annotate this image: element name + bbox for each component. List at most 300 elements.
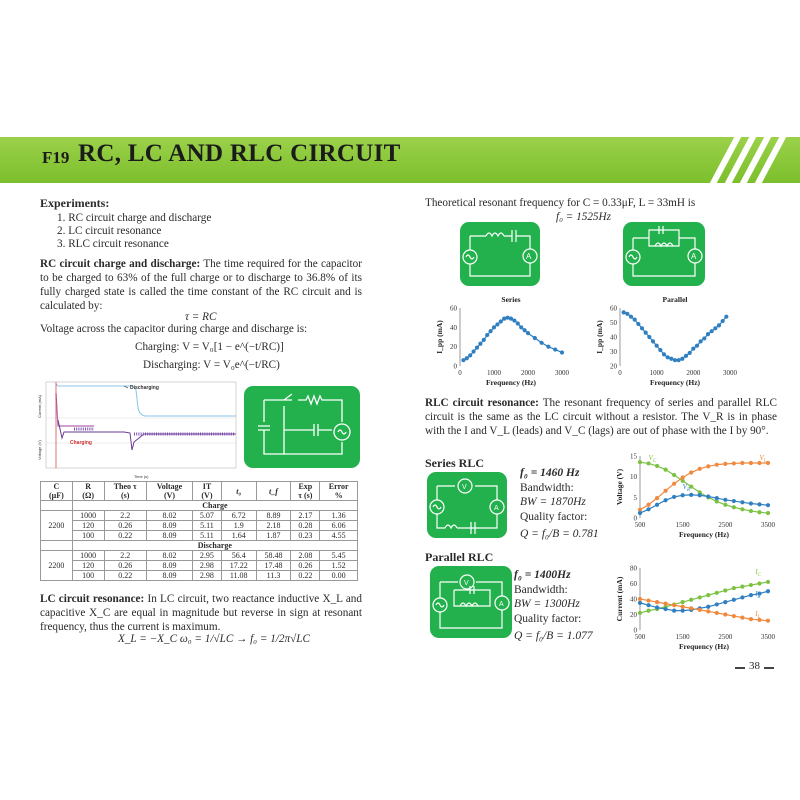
table-row	[41, 521, 358, 531]
data-point	[655, 464, 659, 468]
x-tick-label: 1000	[487, 369, 501, 377]
table-row	[41, 511, 358, 521]
data-point	[519, 325, 523, 329]
table-group-row	[41, 541, 358, 551]
table-cell: 6.72	[221, 511, 256, 521]
y-tick-label: 0	[633, 626, 637, 635]
data-point	[715, 602, 719, 606]
x-tick-label: 500	[634, 633, 646, 641]
table-cell: 2.98	[193, 571, 222, 581]
y-tick-label: 20	[450, 343, 457, 352]
data-point	[655, 600, 659, 604]
rc-paragraph	[40, 257, 362, 313]
data-point	[757, 581, 761, 585]
col-header	[221, 482, 256, 501]
table-cell: 2.18	[256, 521, 291, 531]
y-axis-label: I_pp (mA)	[595, 320, 604, 354]
svg-text:A: A	[526, 252, 532, 261]
y-tick-label: 10	[630, 473, 637, 482]
series-resonance-chart	[420, 290, 580, 392]
data-point	[749, 617, 753, 621]
x-axis-label: Frequency (Hz)	[678, 642, 730, 651]
table-row	[41, 561, 358, 571]
table-cell: 2.08	[291, 551, 320, 561]
table-cell	[41, 541, 73, 551]
data-point	[475, 346, 479, 350]
data-point	[681, 609, 685, 613]
series-rlc-values	[520, 466, 599, 542]
parallel-lc-circuit	[623, 222, 705, 286]
y-tick-label: 20	[610, 362, 617, 371]
x-tick-label: 2500	[718, 521, 733, 529]
data-point	[695, 344, 699, 348]
data-point	[706, 609, 710, 613]
data-point	[724, 315, 728, 319]
data-point	[666, 355, 670, 359]
col-header-text: t_f	[269, 486, 278, 496]
data-point	[706, 593, 710, 597]
parallel-rlc-q-label: Quality factor:	[514, 612, 582, 625]
x-axis-label: Frequency (Hz)	[485, 378, 537, 387]
data-point	[677, 358, 681, 362]
parallel-rlc-heading: Parallel RLC	[425, 550, 494, 564]
x-tick-label: 0	[458, 369, 462, 377]
scope-ylabel-current: Current (mA)	[37, 394, 42, 418]
data-point	[732, 505, 736, 509]
page-title: RC, LC AND RLC CIRCUIT	[78, 140, 401, 167]
table-cell	[41, 501, 73, 511]
data-point	[636, 322, 640, 326]
y-tick-label: 60	[630, 580, 637, 588]
data-point	[702, 336, 706, 340]
data-point	[472, 349, 476, 353]
table-cell: 0.26	[291, 561, 320, 571]
data-point	[749, 583, 753, 587]
data-point	[646, 598, 650, 602]
data-point	[723, 600, 727, 604]
table-cell: 11.08	[221, 571, 256, 581]
data-point	[662, 352, 666, 356]
data-point	[664, 489, 668, 493]
data-point	[766, 580, 770, 584]
data-point	[516, 321, 520, 325]
table-cell: 1.87	[256, 531, 291, 541]
col-header	[41, 482, 73, 501]
scope-chart	[34, 378, 240, 482]
svg-text:A: A	[691, 252, 697, 261]
theo-text: Theoretical resonant frequency for C = 0.33μF, L = 33mH is	[425, 197, 696, 209]
x-tick-label: 1500	[675, 521, 690, 529]
table-cell: 5.11	[193, 521, 222, 531]
data-point	[749, 501, 753, 505]
data-point	[672, 495, 676, 499]
voltage-text: Voltage across the capacitor during charge and discharge is:	[40, 323, 308, 335]
x-tick-label: 2000	[686, 369, 701, 377]
data-point	[658, 348, 662, 352]
col-header-text: Theo τ	[113, 482, 137, 491]
col-header-unit: (μF)	[49, 491, 64, 500]
parallel-rlc-bw: BW = 1300Hz	[514, 598, 580, 610]
y-tick-label: 15	[630, 452, 637, 461]
data-point	[533, 336, 537, 340]
data-point	[492, 325, 496, 329]
table-cell: 2.17	[291, 511, 320, 521]
table-cell: 8.09	[146, 531, 192, 541]
data-point	[723, 588, 727, 592]
parallel-lc-schematic	[623, 222, 705, 286]
series-rlc-heading: Series RLC	[425, 456, 484, 470]
parallel-resonance-chart	[584, 290, 744, 392]
table-row	[41, 531, 358, 541]
data-point	[766, 589, 770, 593]
x-tick-label: 3000	[555, 369, 569, 377]
series-line	[640, 591, 768, 610]
data-point	[689, 606, 693, 610]
table-cell: 1.36	[320, 511, 358, 521]
data-point	[740, 507, 744, 511]
data-point	[540, 341, 544, 345]
data-point	[669, 357, 673, 361]
table-cell: 1000	[72, 511, 104, 521]
data-point	[489, 329, 493, 333]
experiment-item: 1. RC circuit charge and discharge	[57, 212, 212, 224]
x-tick-label: 3000	[723, 369, 737, 377]
data-point	[698, 493, 702, 497]
data-point	[655, 605, 659, 609]
data-point	[766, 511, 770, 515]
data-point	[638, 460, 642, 464]
col-header	[146, 482, 192, 501]
data-point	[715, 591, 719, 595]
table-cell: 5.11	[193, 531, 222, 541]
data-point	[723, 462, 727, 466]
data-point	[732, 586, 736, 590]
col-header	[291, 482, 320, 501]
data-point	[681, 600, 685, 604]
data-point	[655, 496, 659, 500]
data-point	[684, 354, 688, 358]
series-rlc-schematic	[427, 472, 507, 538]
data-point	[689, 598, 693, 602]
lc-paragraph	[40, 592, 362, 634]
table-cell: 11.3	[256, 571, 291, 581]
data-point	[757, 502, 761, 506]
rlc-heading: RLC circuit resonance:	[425, 397, 539, 409]
y-tick-label: 40	[630, 595, 637, 604]
scope-xlabel: Time (s)	[134, 474, 149, 479]
rlc-text: The resonant frequency of series and parallel RLC circuit is the same as the LC circuit without a resistor. The V_R is in phase with the I and V_L (leads) and V_C (lags) are out of phase with the I by 90°.	[425, 397, 777, 437]
data-point	[680, 357, 684, 361]
table-cell: 0.22	[104, 531, 146, 541]
parallel-rlc-f0: f₀ = 1400Hz	[514, 569, 571, 581]
table-cell: 8.09	[146, 561, 192, 571]
data-point	[723, 503, 727, 507]
rc-heading: RC circuit charge and discharge:	[40, 258, 201, 270]
lc-heading: LC circuit resonance:	[40, 593, 145, 605]
series-lc-circuit	[460, 222, 540, 286]
data-point	[664, 602, 668, 606]
col-header-text: Error	[328, 482, 349, 491]
data-point	[482, 338, 486, 342]
series-rlc-bw-label: Bandwidth:	[520, 481, 574, 494]
data-point	[553, 347, 557, 351]
series-rlc-q: Q = f₀/B = 0.781	[520, 528, 599, 540]
series-line	[624, 312, 727, 360]
parallel-rlc-circuit	[430, 566, 512, 638]
table-row	[41, 571, 358, 581]
series-label: $I_R$	[755, 589, 761, 600]
data-point	[638, 611, 642, 615]
data-point	[495, 322, 499, 326]
table-cell: 4.55	[320, 531, 358, 541]
col-header-unit: %	[334, 491, 343, 500]
y-tick-label: 5	[633, 493, 637, 502]
page-rule-left	[735, 667, 745, 669]
data-point	[629, 315, 633, 319]
table-cell: 0.26	[104, 521, 146, 531]
table-cell: 2.2	[104, 511, 146, 521]
series-lc-schematic	[460, 222, 540, 286]
table-cell: 8.09	[146, 571, 192, 581]
x-tick-label: 3500	[761, 633, 775, 641]
charge-label: Charge	[72, 501, 357, 511]
col-header-text: C	[53, 482, 60, 491]
data-point	[689, 493, 693, 497]
table-cell: 8.89	[256, 511, 291, 521]
table-cell: 0.22	[291, 571, 320, 581]
data-point	[740, 500, 744, 504]
data-point	[698, 595, 702, 599]
theo-value: f₀ = 1525Hz	[556, 211, 611, 223]
data-point	[749, 593, 753, 597]
data-point	[664, 468, 668, 472]
table-cell: 2200	[41, 551, 73, 581]
data-point	[710, 329, 714, 333]
section-code: F19	[42, 148, 70, 167]
y-tick-label: 20	[630, 611, 637, 619]
series-label: $I_L$	[755, 610, 761, 621]
y-axis-label: Voltage (V)	[615, 468, 624, 506]
table-cell: 0.23	[291, 531, 320, 541]
table-cell: 2.95	[193, 551, 222, 561]
data-point	[647, 335, 651, 339]
table-cell: 100	[72, 531, 104, 541]
table-row	[41, 551, 358, 561]
data-point	[681, 493, 685, 497]
data-point	[672, 482, 676, 486]
parallel-rlc-current-chart	[604, 560, 776, 660]
parallel-rlc-q: Q = f₀/B = 1.077	[514, 630, 593, 642]
table-cell: 5.07	[193, 511, 222, 521]
discharge-label: Discharge	[72, 541, 357, 551]
x-tick-label: 3500	[761, 521, 775, 529]
series-rlc-q-label: Quality factor:	[520, 510, 588, 523]
data-point	[713, 326, 717, 330]
col-header	[72, 482, 104, 501]
col-header-unit: (V)	[163, 491, 176, 500]
x-tick-label: 2500	[718, 633, 733, 641]
x-axis-label: Frequency (Hz)	[649, 378, 701, 387]
table-cell: 0.26	[104, 561, 146, 571]
lc-text: In LC circuit, two reactance inductive X_L and capacitive X_C are equal in magnitude but reverse in sign at resonant frequency, thus the current is maximum.	[40, 593, 362, 633]
scope-ylabel-voltage: Voltage (V)	[37, 440, 42, 460]
data-point	[638, 597, 642, 601]
table-cell: 1000	[72, 551, 104, 561]
data-point	[622, 310, 626, 314]
table-cell: 5.45	[320, 551, 358, 561]
data-point	[646, 603, 650, 607]
data-point	[740, 616, 744, 620]
data-point	[546, 345, 550, 349]
table-cell: 6.06	[320, 521, 358, 531]
svg-text:A: A	[494, 505, 499, 512]
data-point	[732, 614, 736, 618]
table-cell: 2200	[41, 511, 73, 541]
y-tick-label: 80	[630, 564, 637, 573]
x-tick-label: 2000	[521, 369, 535, 377]
series-label: $I_C$	[755, 568, 761, 579]
data-point	[640, 326, 644, 330]
table-cell: 120	[72, 561, 104, 571]
data-point	[646, 503, 650, 507]
scope-discharging-label: Discharging	[130, 385, 159, 391]
table-cell: 56.4	[221, 551, 256, 561]
data-point	[706, 605, 710, 609]
series-label: $V_R$	[682, 483, 691, 494]
table-cell: 1.64	[221, 531, 256, 541]
col-header	[320, 482, 358, 501]
data-point	[478, 342, 482, 346]
data-point	[749, 461, 753, 465]
data-point	[691, 347, 695, 351]
rc-circuit-diagram	[244, 386, 360, 468]
col-header	[256, 482, 291, 501]
data-point	[698, 608, 702, 612]
table-cell: 0.00	[320, 571, 358, 581]
data-point	[633, 318, 637, 322]
data-point	[526, 331, 530, 335]
data-point	[499, 319, 503, 323]
x-tick-label: 0	[618, 369, 622, 377]
x-tick-label: 1000	[649, 369, 664, 377]
series-rlc-circuit	[427, 472, 507, 538]
y-tick-label: 40	[450, 323, 457, 332]
data-point	[560, 350, 564, 354]
data-point	[740, 595, 744, 599]
data-point	[638, 511, 642, 515]
data-point	[646, 609, 650, 613]
series-line	[640, 462, 768, 513]
series-line	[640, 599, 768, 621]
data-point	[465, 356, 469, 360]
svg-text:A: A	[499, 601, 504, 608]
table-cell: 17.22	[221, 561, 256, 571]
data-point	[664, 498, 668, 502]
data-point	[651, 339, 655, 343]
y-axis-label: I_pp (mA)	[435, 320, 444, 354]
rc-text: The time required for the capacitor to be charged to 63% of the full charge or to discharge to 36.8% of its fully charged state is called the time constant of the RC circuit and is calculated by:	[40, 258, 362, 312]
data-point	[715, 463, 719, 467]
data-point	[512, 318, 516, 322]
table-cell: 8.09	[146, 521, 192, 531]
col-header-unit: (s)	[121, 491, 130, 500]
charging-formula: Charging: V = V₀[1 − e^(−t/RC)]	[135, 341, 284, 353]
experiment-item: 3. RLC circuit resonance	[57, 238, 169, 250]
series-rlc-bw: BW = 1870Hz	[520, 496, 586, 508]
rc-circuit-schematic	[244, 386, 360, 468]
series-rlc-voltage-chart	[604, 448, 776, 548]
table-group-row	[41, 501, 358, 511]
data-point	[740, 585, 744, 589]
series-label: $V_L$	[759, 454, 767, 465]
svg-text:V: V	[464, 580, 469, 587]
table-cell: 58.48	[256, 551, 291, 561]
experiment-item: 2. LC circuit resonance	[57, 225, 162, 237]
data-point	[717, 323, 721, 327]
data-point	[681, 475, 685, 479]
table-cell: 2.98	[193, 561, 222, 571]
x-tick-label: 1500	[675, 633, 690, 641]
data-point	[523, 328, 527, 332]
page-rule-right	[764, 667, 774, 669]
data-point	[757, 510, 761, 514]
chart-title: Parallel	[662, 295, 688, 304]
lc-formula: X_L = −X_C ω₀ = 1/√LC → f₀ = 1/2π√LC	[118, 633, 310, 645]
data-point	[664, 607, 668, 611]
data-point	[766, 619, 770, 623]
table-cell: 100	[72, 571, 104, 581]
data-point	[689, 470, 693, 474]
data-point	[723, 612, 727, 616]
y-tick-label: 60	[610, 304, 617, 313]
data-point	[688, 351, 692, 355]
table-cell: 0.22	[104, 571, 146, 581]
tau-formula: τ = RC	[185, 311, 217, 323]
parallel-rlc-bw-label: Bandwidth:	[514, 583, 568, 596]
scope-charging-label: Charging	[70, 440, 92, 446]
parallel-rlc-schematic	[430, 566, 512, 638]
data-point	[723, 498, 727, 502]
data-point	[672, 603, 676, 607]
data-point	[706, 464, 710, 468]
page-number: 38	[749, 660, 760, 672]
x-tick-label: 500	[634, 521, 646, 529]
data-point	[749, 509, 753, 513]
data-point	[655, 503, 659, 507]
data-point	[485, 333, 489, 337]
table-cell: 17.48	[256, 561, 291, 571]
data-point	[698, 467, 702, 471]
y-tick-label: 60	[450, 304, 457, 313]
discharging-formula: Discharging: V = V₀e^(−t/RC)	[143, 359, 280, 371]
data-point	[644, 331, 648, 335]
data-point	[468, 353, 472, 357]
data-point	[681, 605, 685, 609]
experiments-heading: Experiments:	[40, 196, 110, 210]
col-header-text: Exp	[298, 482, 313, 491]
table-cell: 120	[72, 521, 104, 531]
data-point	[715, 496, 719, 500]
table-cell: 0.28	[291, 521, 320, 531]
y-tick-label: 0	[453, 362, 457, 371]
col-header-text: R	[85, 482, 92, 491]
data-point	[625, 312, 629, 316]
data-point	[706, 332, 710, 336]
data-point	[740, 461, 744, 465]
data-point	[655, 344, 659, 348]
data-point	[673, 358, 677, 362]
data-table	[40, 481, 358, 581]
